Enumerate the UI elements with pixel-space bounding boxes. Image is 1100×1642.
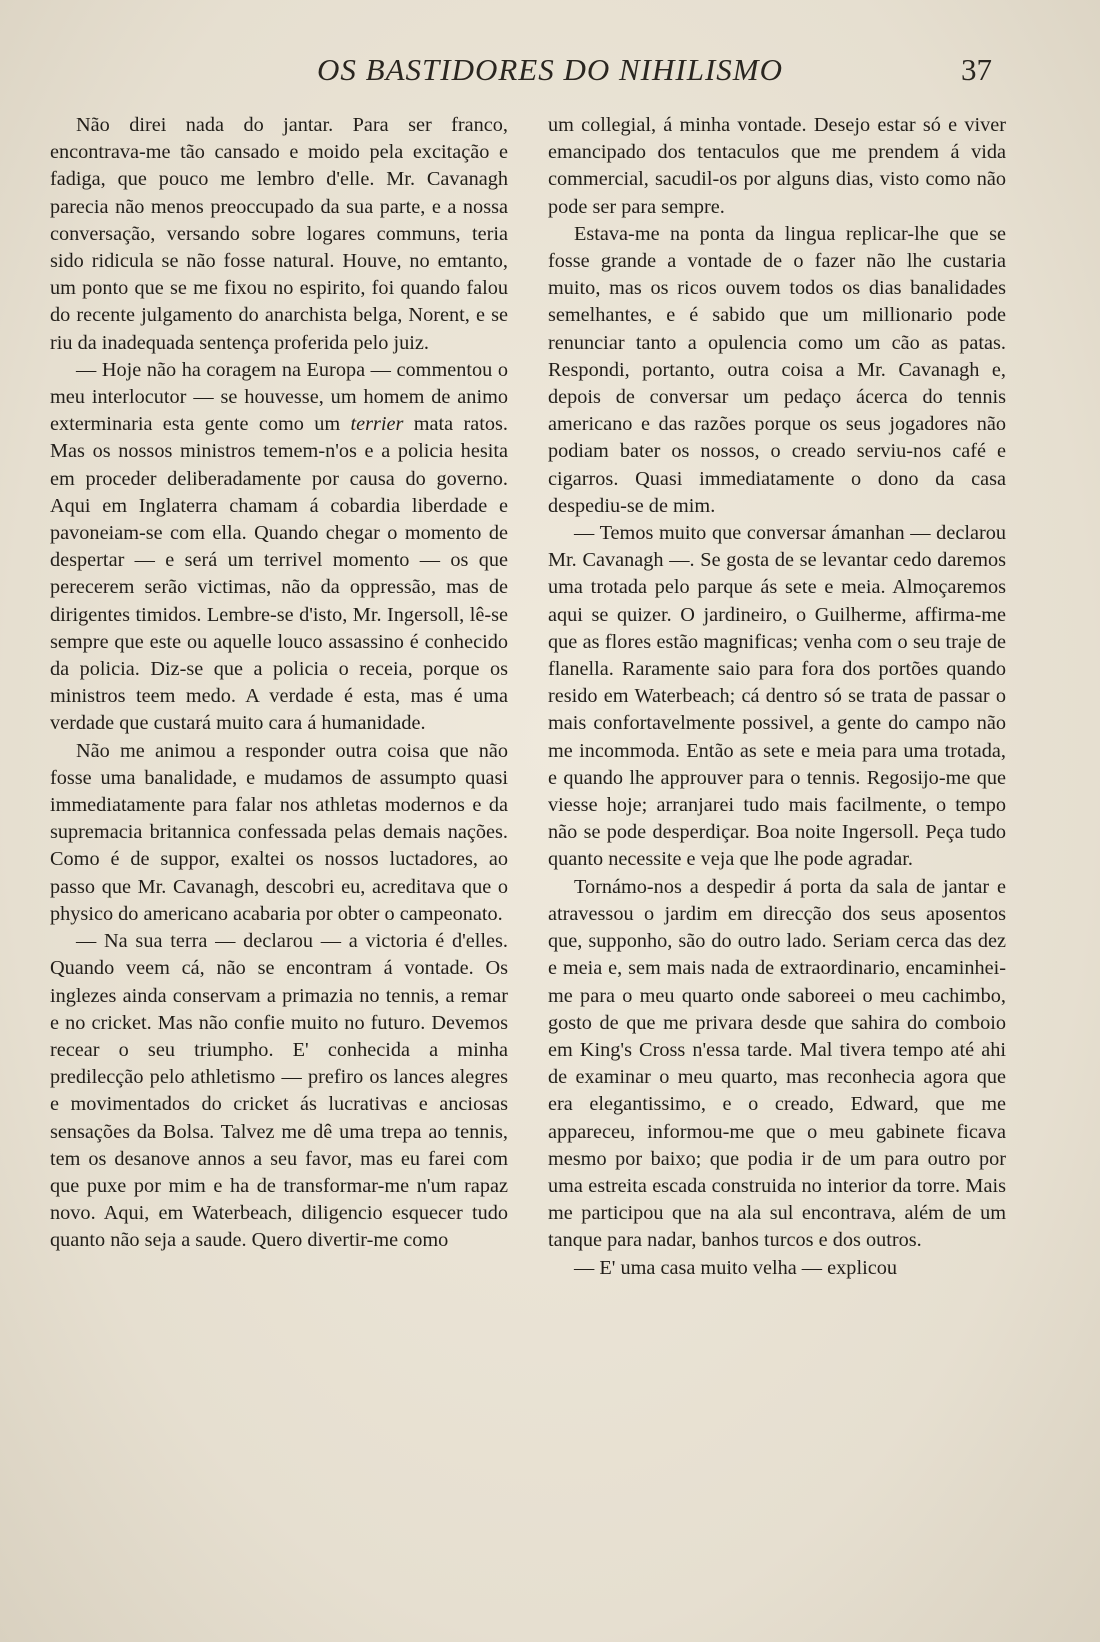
running-header-title: OS BASTIDORES DO NIHILISMO — [317, 52, 783, 87]
left-column — [50, 112, 508, 1255]
paragraph: Estava-me na ponta da lingua replicar-lhe que se fosse grande a vontade de o fazer não lhe custaria muito, mas os ricos ouvem todos os dias banalidades semelhantes, e é sabido que um millionario pode renunciar tanto a opulencia como um cão as patas. Respondi, portanto, outra coisa a Mr. Cavanagh e, depois de conversar um pedaço ácerca do tennis americano e das razões porque os seus jogadores não podiam bater os nossos, o creado serviu-nos café e cigarros. Quasi immediatamente o dono da casa despediu-se de mim. — [548, 222, 1006, 517]
paragraph: Não direi nada do jantar. Para ser franco, encontrava-me tão cansado e moido pela excitação e fadiga, que pouco me lembro d'elle. Mr. Cavanagh parecia não menos preoccupado da sua parte, e a nossa conversação, versando sobre logares communs, teria sido ridicula se não fosse natural. Houve, no emtanto, um ponto que se me fixou no espirito, foi quando falou do recente julgamento do anarchista belga, Norent, e se riu da inadequada sentença proferida pelo juiz. — [50, 114, 508, 354]
text-run: — Hoje não ha coragem na Europa — commentou o meu interlocutor — se houvesse, um homem de animo exterminaria esta gente como um — [50, 358, 508, 436]
paragraph: — Temos muito que conversar ámanhan — declarou Mr. Cavanagh —. Se gosta de se levantar cedo daremos uma trotada pelo parque ás sete e meia. Almoçaremos aqui se quizer. O jardineiro, o Guilherme, affirma-me que as flores estão magnificas; venha com o seu traje de flanella. Raramente saio para fora dos portões quando resido em Waterbeach; cá dentro só se trata de passar o mais confortavelmente possivel, a gente do campo não me incommoda. Então as sete e meia para uma trotada, e quando lhe approuver para o tennis. Regosijo-me que viesse hoje; arranjarei tudo mais facilmente, o tempo não se pode desperdiçar. Boa noite Ingersoll. Peça tudo quanto necessite e veja que lhe pode agradar. — [548, 522, 1006, 871]
paragraph: Não me animou a responder outra coisa que não fosse uma banalidade, e mudamos de assumpto quasi immediatamente para falar nos athletas modernos e da supremacia britannica confessada pelas demais nações. Como é de suppor, exaltei os nossos luctadores, ao passo que Mr. Cavanagh, descobri eu, acreditava que o physico do americano acabaria por obter o campeonato. — [50, 739, 508, 925]
right-column — [548, 112, 1006, 1282]
paragraph: — E' uma casa muito velha — explicou — [574, 1256, 897, 1279]
paragraph: — Na sua terra — declarou — a victoria é d'elles. Quando veem cá, não se encontram á vontade. Os inglezes ainda conservam a primazia no tennis, a remar e no cricket. Mas não confie muito no futuro. Devemos recear o seu triumpho. E' conhecida a minha predilecção pelo athletismo — prefiro os lances alegres e movimentados do cricket ás lucrativas e anciosas sensações da Bolsa. Talvez me dê uma trepa ao tennis, tem os desanove annos a seu favor, mas eu farei com que puxe por mim e ha de transformar-me n'um rapaz novo. Aqui, em Waterbeach, diligencio esquecer tudo quanto não seja a saude. Quero divertir-me como — [50, 930, 508, 1252]
paragraph: Tornámo-nos a despedir á porta da sala de jantar e atravessou o jardim em direcção dos seus aposentos que, supponho, são do outro lado. Seriam cerca das dez e meia e, sem mais nada de extraordinario, encaminhei-me para o meu quarto onde saboreei o meu cachimbo, gosto de que me privara desde que sahira do comboio em King's Cross n'essa tarde. Mal tivera tempo até ahi de examinar o meu quarto, mas reconhecia agora que era elegantissimo, e o creado, Edward, que me appareceu, informou-me que o meu gabinete ficava mesmo por baixo; que podia ir de um para outro por uma estreita escada construida no interior da torre. Mais me participou que na ala sul encontrava, além de um tanque para nadar, banhos turcos e dos outros. — [548, 875, 1006, 1252]
page-number: 37 — [961, 52, 992, 87]
italic-word: terrier — [350, 413, 404, 436]
paragraph: um collegial, á minha vontade. Desejo estar só e viver emancipado dos tentaculos que me prendem á vida commercial, sacudil-os por alguns dias, visto como não pode ser para sempre. — [548, 114, 1006, 218]
text-run: mata ratos. Mas os nossos ministros temem-n'os e a policia hesita em proceder deliberadamente por causa do governo. Aqui em Inglaterra chamam á cobardia liberdade e pavoneiam-se com ella. Quando chegar o momento de despertar — e será um terrivel momento — os que perecerem serão victimas, não da oppressão, mas de dirigentes timidos. Lembre-se d'isto, Mr. Ingersoll, lê-se sempre que este ou aquelle louco assassino é conhecido da policia. Diz-se que a policia o receia, porque os ministros teem medo. A verdade é esta, mas é uma verdade que custará muito cara á humanidade. — [50, 413, 508, 735]
paragraph — [50, 357, 508, 738]
